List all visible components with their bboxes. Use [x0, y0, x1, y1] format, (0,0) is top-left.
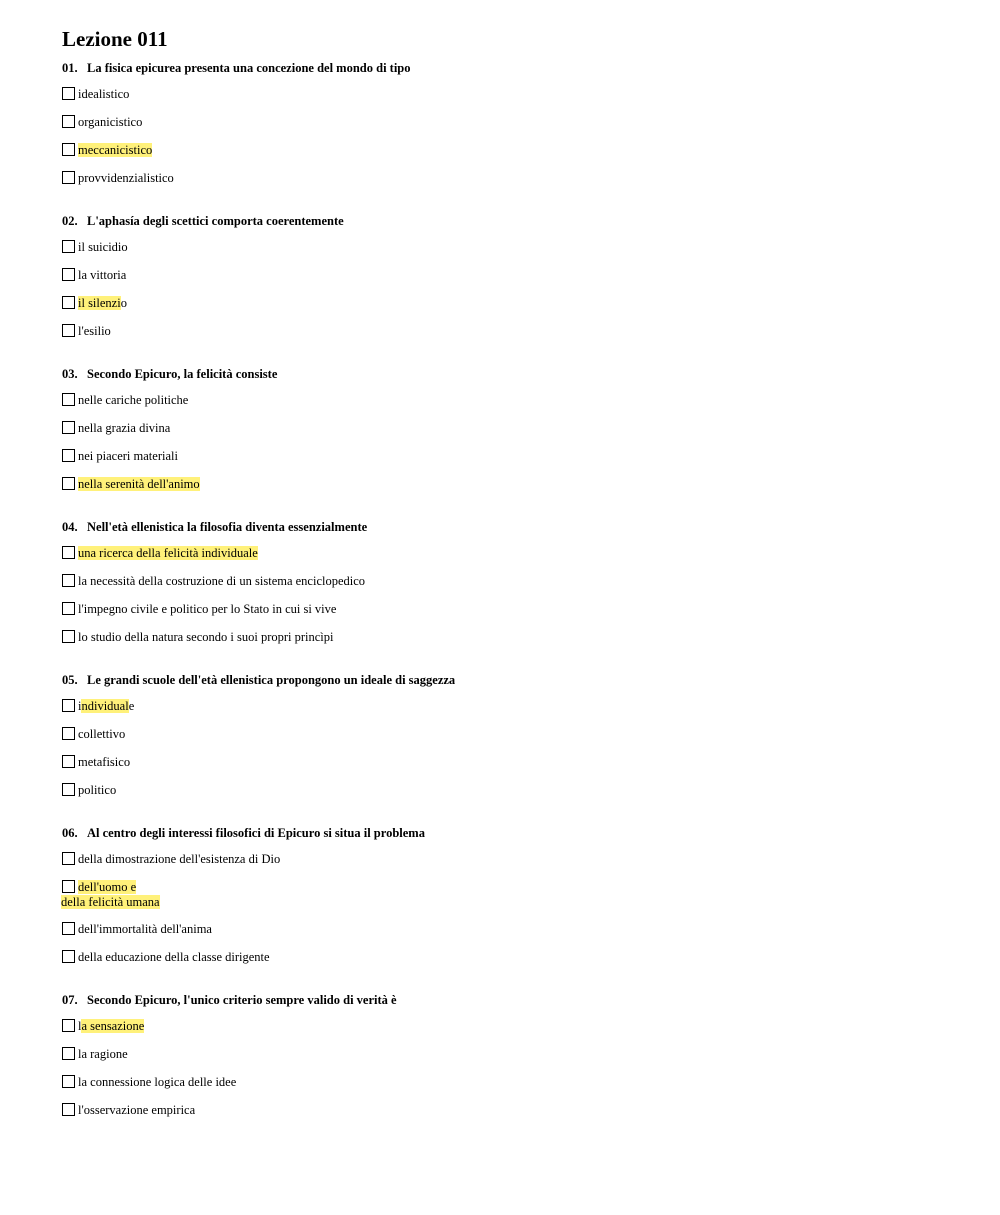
answer-text-segment: idealistico	[78, 87, 130, 101]
answer-option[interactable]	[62, 880, 962, 910]
checkbox[interactable]	[62, 449, 75, 462]
question-label: Secondo Epicuro, l'unico criterio sempre valido di verità è	[87, 993, 397, 1007]
answer-text	[78, 630, 334, 645]
answer-option[interactable]	[62, 240, 962, 256]
answer-text	[78, 727, 125, 742]
question-text	[62, 367, 962, 381]
answer-option[interactable]	[62, 630, 962, 646]
question-label: Le grandi scuole dell'età ellenistica propongono un ideale di saggezza	[87, 673, 456, 687]
answer-option[interactable]	[62, 922, 962, 938]
answer-option[interactable]	[62, 727, 962, 743]
question-label: La fisica epicurea presenta una concezione del mondo di tipo	[87, 61, 411, 75]
answer-text	[78, 950, 270, 965]
answer-text	[78, 296, 127, 311]
question-text	[62, 61, 962, 75]
answer-option[interactable]	[62, 1103, 962, 1119]
answer-text	[78, 171, 174, 186]
answer-text	[78, 1075, 236, 1090]
answer-text-segment: dell'immortalità dell'anima	[78, 922, 212, 936]
answer-option[interactable]	[62, 421, 962, 437]
highlighted-answer-text: una ricerca della felicità individuale	[78, 546, 258, 560]
answer-text	[78, 324, 111, 339]
answer-text-segment: nei piaceri materiali	[78, 449, 178, 463]
checkbox[interactable]	[62, 922, 75, 935]
highlighted-answer-text: della felicità umana	[61, 895, 160, 909]
question-number: 07.	[62, 993, 78, 1007]
question-block	[62, 214, 962, 367]
highlighted-answer-text: il silenzi	[78, 296, 121, 310]
question-text	[62, 214, 962, 228]
answer-text	[78, 268, 126, 283]
checkbox[interactable]	[62, 727, 75, 740]
answer-text-segment: nelle cariche politiche	[78, 393, 189, 407]
question-block	[62, 993, 962, 1119]
checkbox[interactable]	[62, 699, 75, 712]
answer-text	[78, 699, 134, 714]
answer-text-segment: lo studio della natura secondo i suoi propri princìpi	[78, 630, 334, 644]
question-text	[62, 826, 962, 840]
question-block	[62, 520, 962, 673]
checkbox[interactable]	[62, 477, 75, 490]
checkbox[interactable]	[62, 324, 75, 337]
answer-option[interactable]	[62, 1019, 962, 1035]
question-text	[62, 520, 962, 534]
answer-text-segment: l	[78, 1019, 82, 1033]
answer-text	[78, 922, 212, 937]
checkbox[interactable]	[62, 630, 75, 643]
answer-option[interactable]	[62, 143, 962, 159]
answer-option[interactable]	[62, 783, 962, 799]
question-list	[62, 61, 962, 1119]
question-number: 01.	[62, 61, 78, 75]
answer-text-segment: metafisico	[78, 755, 131, 769]
answer-option[interactable]	[62, 602, 962, 618]
highlighted-answer-text: a sensazione	[81, 1019, 145, 1033]
answer-option[interactable]	[62, 1047, 962, 1063]
checkbox[interactable]	[62, 240, 75, 253]
answer-text	[61, 880, 160, 910]
checkbox[interactable]	[62, 574, 75, 587]
highlighted-answer-text: dell'uomo e	[78, 880, 137, 894]
answer-option[interactable]	[62, 477, 962, 493]
answer-text	[78, 1047, 128, 1062]
answer-text	[78, 852, 280, 867]
question-text	[62, 993, 962, 1007]
answer-text-segment: l'esilio	[78, 324, 111, 338]
checkbox[interactable]	[62, 393, 75, 406]
checkbox[interactable]	[62, 852, 75, 865]
checkbox[interactable]	[62, 1103, 75, 1116]
highlighted-answer-text: meccanicistico	[78, 143, 153, 157]
answer-text	[78, 1103, 195, 1118]
answer-option[interactable]	[62, 950, 962, 966]
answer-text-segment: e	[128, 699, 135, 713]
answer-text-segment: l'osservazione empirica	[78, 1103, 196, 1117]
question-text	[62, 673, 962, 687]
answer-option[interactable]	[62, 268, 962, 284]
answer-text-segment: la necessità della costruzione di un sistema enciclopedico	[78, 574, 366, 588]
checkbox[interactable]	[62, 421, 75, 434]
answer-text	[78, 115, 142, 130]
checkbox[interactable]	[62, 950, 75, 963]
answer-option[interactable]	[62, 546, 962, 562]
answer-text-segment: il suicidio	[78, 240, 128, 254]
answer-text-segment: collettivo	[78, 727, 126, 741]
answer-option[interactable]	[62, 1075, 962, 1091]
answer-text-segment: nella grazia divina	[78, 421, 171, 435]
question-number: 06.	[62, 826, 78, 840]
checkbox[interactable]	[62, 115, 75, 128]
checkbox[interactable]	[62, 1019, 75, 1032]
question-number: 03.	[62, 367, 78, 381]
answer-text	[78, 449, 178, 464]
answer-option[interactable]	[62, 171, 962, 187]
question-block	[62, 673, 962, 826]
checkbox[interactable]	[62, 783, 75, 796]
answer-text	[78, 546, 258, 561]
answer-text-segment: i	[78, 699, 82, 713]
answer-text-segment: la connessione logica delle idee	[78, 1075, 237, 1089]
question-block	[62, 826, 962, 993]
question-block	[62, 61, 962, 214]
answer-text	[78, 755, 130, 770]
question-number: 05.	[62, 673, 78, 687]
answer-text	[78, 393, 188, 408]
checkbox[interactable]	[62, 546, 75, 559]
answer-option[interactable]	[62, 296, 962, 312]
question-label: L'aphasía degli scettici comporta coerentemente	[87, 214, 344, 228]
checkbox[interactable]	[62, 268, 75, 281]
answer-text	[78, 783, 116, 798]
answer-text	[78, 574, 365, 589]
answer-text	[78, 87, 129, 102]
checkbox[interactable]	[62, 755, 75, 768]
answer-option[interactable]	[62, 699, 962, 715]
answer-text-segment: della educazione della classe dirigente	[78, 950, 270, 964]
answer-text-segment: politico	[78, 783, 117, 797]
answer-text	[78, 240, 128, 255]
question-label: Al centro degli interessi filosofici di Epicuro si situa il problema	[87, 826, 425, 840]
question-block	[62, 367, 962, 520]
question-number: 04.	[62, 520, 78, 534]
page-title: Lezione 011	[62, 27, 168, 51]
answer-text-segment: la vittoria	[78, 268, 127, 282]
answer-text-segment: la ragione	[78, 1047, 128, 1061]
checkbox[interactable]	[62, 171, 75, 184]
answer-option[interactable]	[62, 393, 962, 409]
question-label: Nell'età ellenistica la filosofia diventa essenzialmente	[87, 520, 368, 534]
answer-text-segment: della dimostrazione dell'esistenza di Dio	[78, 852, 281, 866]
answer-option[interactable]	[62, 852, 962, 868]
answer-option[interactable]	[62, 324, 962, 340]
answer-text	[78, 602, 336, 617]
checkbox[interactable]	[62, 602, 75, 615]
checkbox[interactable]	[62, 1075, 75, 1088]
checkbox[interactable]	[62, 1047, 75, 1060]
answer-text	[78, 143, 152, 158]
highlighted-answer-text: ndividual	[81, 699, 129, 713]
answer-option[interactable]	[62, 574, 962, 590]
answer-text-segment: organicistico	[78, 115, 143, 129]
checkbox[interactable]	[62, 87, 75, 100]
answer-text	[78, 1019, 144, 1034]
checkbox[interactable]	[62, 143, 75, 156]
answer-text-segment: l'impegno civile e politico per lo Stato in cui si vive	[78, 602, 337, 616]
quiz-page	[62, 27, 962, 1131]
answer-option[interactable]	[62, 449, 962, 465]
answer-text-segment: o	[120, 296, 127, 310]
answer-option[interactable]	[62, 87, 962, 103]
answer-option[interactable]	[62, 115, 962, 131]
answer-text-segment: provvidenzialistico	[78, 171, 174, 185]
answer-text	[78, 421, 170, 436]
question-label: Secondo Epicuro, la felicità consiste	[87, 367, 278, 381]
question-number: 02.	[62, 214, 78, 228]
answer-text	[78, 477, 200, 492]
highlighted-answer-text: nella serenità dell'animo	[78, 477, 200, 491]
checkbox[interactable]	[62, 880, 75, 893]
answer-option[interactable]	[62, 755, 962, 771]
checkbox[interactable]	[62, 296, 75, 309]
